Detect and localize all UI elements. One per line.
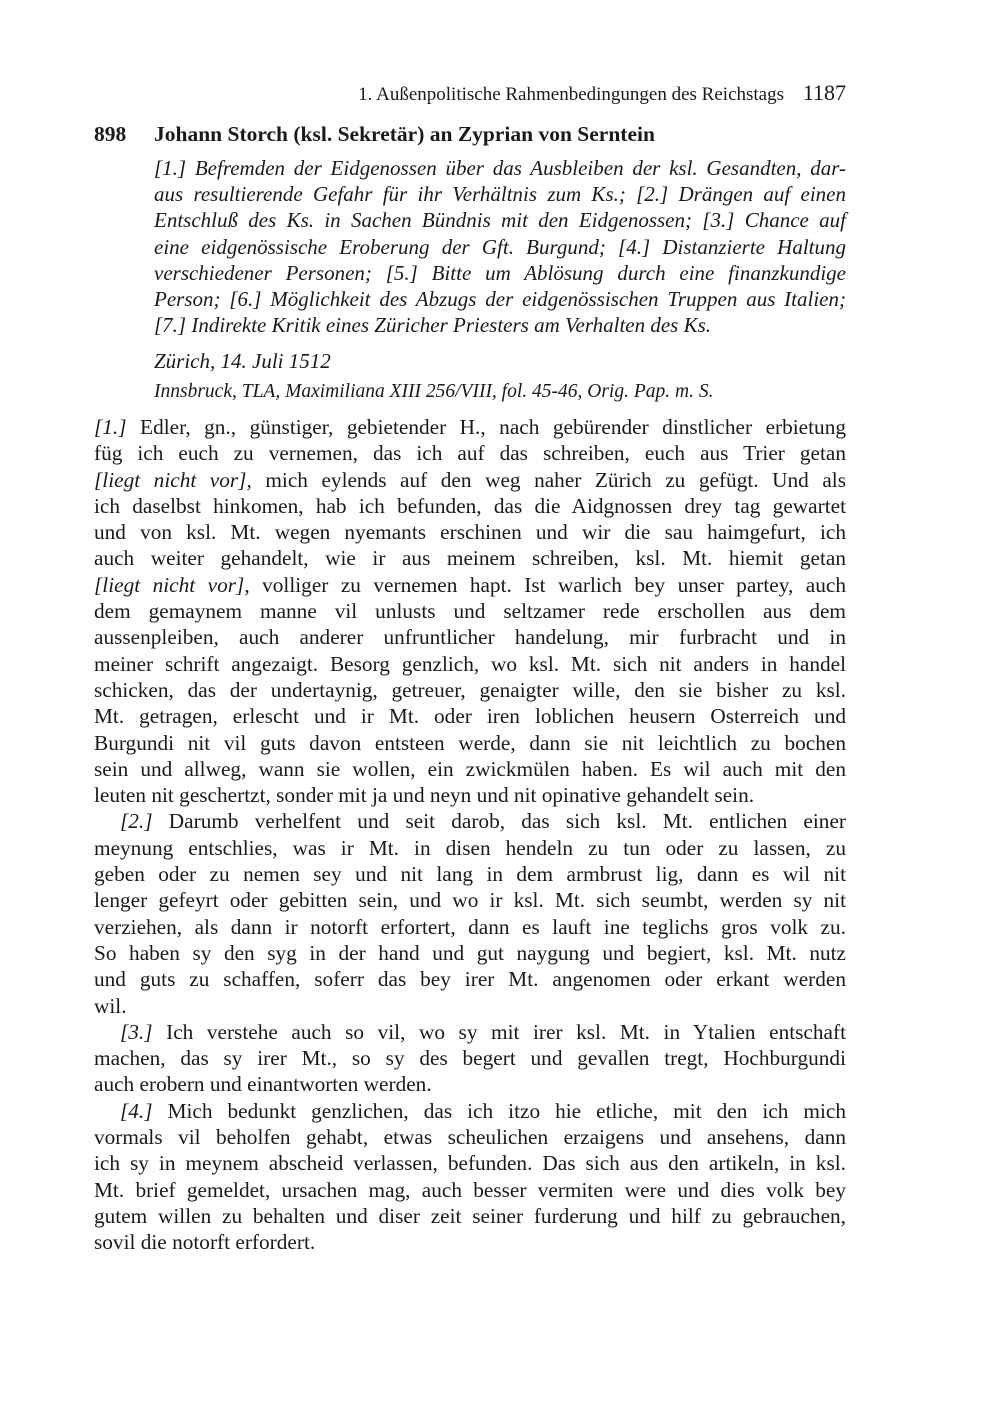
document-number: 898 bbox=[94, 122, 127, 146]
regest-line: Entschluß des Ks. in Sachen Bündnis mit den Eidgenossen; [3.] Chance auf bbox=[154, 208, 846, 233]
body-text: Edler, gn., günstiger, gebietender H., nach gebürender dinstlicher erbietung bbox=[126, 415, 846, 439]
body-line: sovil die notorft erfordert. bbox=[94, 1230, 316, 1255]
body-line: gutem willen zu behalten und diser zeit seiner furderung und hilf zu gebrauchen, bbox=[94, 1203, 846, 1228]
body-line: sein und allweg, wann sie wollen, ein zwickmülen haben. Es wil auch mit den bbox=[94, 756, 846, 781]
regest-line: aus resultierende Gefahr für ihr Verhältnis zum Ks.; [2.] Drängen auf einen bbox=[154, 182, 846, 207]
letter-body bbox=[94, 414, 846, 1256]
paragraph-marker: [4.] bbox=[120, 1098, 153, 1123]
body-line bbox=[94, 572, 846, 598]
body-line: So haben sy den syg in der hand und gut naygung und begiert, ksl. Mt. nutz bbox=[94, 940, 846, 965]
document-title: Johann Storch (ksl. Sekretär) an Zyprian von Serntein bbox=[154, 122, 655, 146]
body-line: aussenpleiben, auch anderer unfruntlicher handelung, mir furbracht und in bbox=[94, 625, 846, 650]
body-text: Mich bedunkt genzlichen, das ich itzo hie etliche, mit den ich mich bbox=[152, 1098, 846, 1123]
body-line: vormals vil beholfen gehabt, etwas scheulichen erzaigens und ansehens, dann bbox=[94, 1125, 846, 1150]
body-line: geben oder zu nemen sey und nit lang in dem armbrust lig, dann es wil nit bbox=[94, 862, 846, 887]
body-text: , volliger zu vernemen hapt. Ist warlich bey unser partey, auch bbox=[244, 572, 846, 597]
body-line bbox=[94, 414, 846, 440]
dateline: Zürich, 14. Juli 1512 bbox=[154, 349, 331, 373]
body-line: auch weiter gehandelt, wie ir aus meinem schreiben, ksl. Mt. hiemit getan bbox=[94, 546, 846, 571]
body-line: ich daselbst hinkomen, hab ich befunden, das die Aidgnossen drey tag gewartet bbox=[94, 493, 846, 518]
body-text: Ich verstehe auch so vil, wo sy mit irer ksl. Mt. in Ytalien entschaft bbox=[152, 1019, 846, 1044]
body-line: schicken, das der undertaynig, getreuer, genaigter wille, den sie bisher zu ksl. bbox=[94, 677, 846, 702]
body-line: und von ksl. Mt. wegen nyemants erschinen und wir die sau haimgefurt, ich bbox=[94, 520, 846, 545]
running-header bbox=[94, 80, 846, 110]
body-line bbox=[94, 808, 846, 834]
body-text: , mich eylends auf den weg naher Zürich zu gefügt. Und als bbox=[246, 467, 846, 492]
body-line: Burgundi nit vil guts davon entsteen werde, dann sie nit leichtlich zu bochen bbox=[94, 730, 846, 755]
regest-line: verschiedener Personen; [5.] Bitte um Ablösung durch eine finanzkundige bbox=[154, 260, 846, 285]
body-line: leuten nit geschertzt, sonder mit ja und neyn und nit opinative gehandelt sein. bbox=[94, 783, 755, 808]
body-line: füg ich euch zu vernemen, das ich auf das schreiben, euch aus Trier getan bbox=[94, 441, 846, 466]
paragraph-marker: [2.] bbox=[120, 809, 153, 834]
body-line: wil. bbox=[94, 993, 127, 1018]
body-line: Mt. brief gemeldet, ursachen mag, auch besser vermiten were und dies volk bey bbox=[94, 1177, 846, 1202]
body-text: Darumb verhelfent und seit darob, das sich ksl. Mt. entlichen einer bbox=[152, 809, 846, 834]
body-line bbox=[94, 467, 846, 493]
regest-line: [7.] Indirekte Kritik eines Züricher Priesters am Verhalten des Ks. bbox=[154, 313, 712, 338]
regest-line: eine eidgenössische Eroberung der Gft. Burgund; [4.] Distanzierte Haltung bbox=[154, 234, 846, 259]
body-line: ich sy in meynem abscheid verlassen, befunden. Das sich aus den artikeln, in ksl. bbox=[94, 1151, 846, 1176]
body-line: meiner schrift angezaigt. Besorg genzlich, wo ksl. Mt. sich nit anders in handel bbox=[94, 651, 846, 676]
paragraph-marker: [3.] bbox=[120, 1019, 153, 1044]
regest-line: Person; [6.] Möglichkeit des Abzugs der eidgenössischen Truppen aus Italien; bbox=[154, 287, 846, 312]
editorial-note: [liegt nicht vor] bbox=[94, 467, 247, 492]
regest-summary bbox=[154, 155, 846, 338]
running-title: 1. Außenpolitische Rahmenbedingungen des Reichstags bbox=[358, 84, 784, 105]
body-line: und guts zu schaffen, soferr das bey irer Mt. angenomen oder erkant werden bbox=[94, 967, 846, 992]
body-line bbox=[94, 1098, 846, 1124]
body-line: machen, das sy irer Mt., so sy des begert und gevallen tregt, Hochburgundi bbox=[94, 1046, 846, 1071]
regest-line: [1.] Befremden der Eidgenossen über das Ausbleiben der ksl. Gesandten, dar- bbox=[154, 156, 846, 180]
editorial-note: [liegt nicht vor] bbox=[94, 572, 245, 597]
paragraph-marker: [1.] bbox=[94, 415, 127, 439]
body-line: lenger gefeyrt oder gebitten sein, und wo ir ksl. Mt. sich seumbt, werden sy nit bbox=[94, 888, 846, 913]
source-citation: Innsbruck, TLA, Maximiliana XIII 256/VIII, fol. 45-46, Orig. Pap. m. S. bbox=[154, 381, 714, 402]
body-line bbox=[94, 1019, 846, 1045]
body-line: auch erobern und einantworten werden. bbox=[94, 1072, 432, 1097]
body-line: verziehen, als dann ir notorft erfortert, dann es lauft ine teglichs gros volk zu. bbox=[94, 914, 846, 939]
page-number: 1187 bbox=[802, 80, 846, 105]
body-line: meynung entschlies, was ir Mt. in disen hendeln zu tun oder zu lassen, zu bbox=[94, 835, 846, 860]
body-line: Mt. getragen, erlescht und ir Mt. oder iren loblichen heusern Osterreich und bbox=[94, 704, 846, 729]
body-line: dem gemaynem manne vil unlusts und seltzamer rede erschollen aus dem bbox=[94, 599, 846, 624]
